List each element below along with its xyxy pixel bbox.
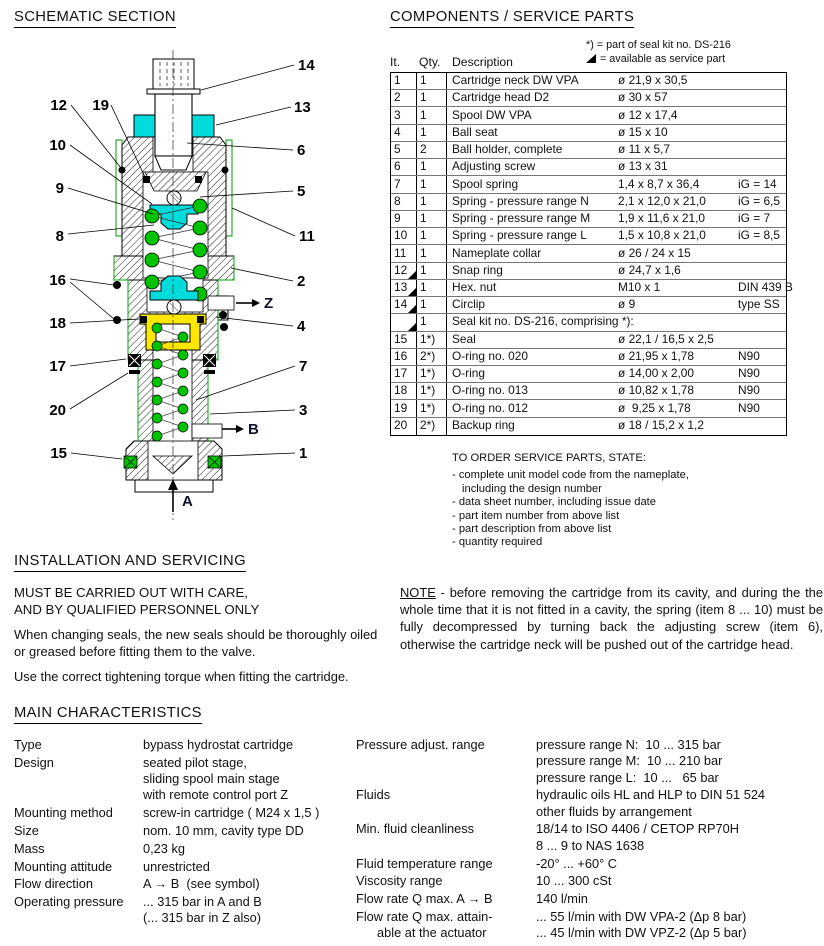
parts-table-row: 13 1 Hex. nut M10 x 1 DIN 439 B: [391, 280, 786, 297]
spec-row: Fluids hydraulic oils HL and HLP to DIN 51 524 other fluids by arrangement: [356, 787, 766, 819]
parts-table: [390, 72, 793, 436]
callout-17: 17: [49, 358, 66, 375]
col-header-it: It.: [390, 55, 401, 69]
callout-8: 8: [55, 228, 64, 245]
spec-row: Mounting attitude unrestricted: [14, 858, 210, 874]
callout-12: 12: [50, 97, 67, 114]
parts-table-row: 17 1*) O-ring ø 14,00 x 2,00 N90: [391, 366, 786, 383]
adjusting-screw: [147, 59, 200, 170]
svg-text:B: B: [248, 421, 259, 438]
parts-table-row: 1 1 Cartridge neck DW VPA ø 21,9 x 30,5: [391, 73, 786, 90]
schematic-section-title: SCHEMATIC SECTION: [14, 9, 176, 28]
order-instructions: [452, 452, 689, 550]
spec-row: Pressure adjust. range pressure range N: 10 ... 315 bar pressure range M: 10 ... 210 bar pressure range L: 10 ... 65 bar: [356, 737, 723, 785]
circlip: [147, 89, 200, 94]
parts-table-row: 10 1 Spring - pressure range L 1,5 x 10,8 x 21,0 iG = 8,5: [391, 228, 786, 245]
callout-9: 9: [55, 180, 64, 197]
callout-4: 4: [297, 318, 306, 335]
spec-row: Min. fluid cleanliness 18/14 to ISO 4406 / CETOP RP70H 8 ... 9 to NAS 1638: [356, 821, 739, 853]
col-header-description: Description: [452, 55, 513, 69]
callout-11: 11: [299, 228, 315, 245]
note-paragraph: [400, 584, 823, 653]
installation-warning: MUST BE CARRIED OUT WITH CARE, AND BY QUALIFIED PERSONNEL ONLY: [14, 585, 260, 617]
parts-table-row: 8 1 Spring - pressure range N 2,1 x 12,0 x 21,0 iG = 6,5: [391, 194, 786, 211]
characteristics-left-column: [14, 737, 354, 928]
service-part-triangle-icon: [408, 305, 416, 313]
legend-seal-kit: *) = part of seal kit no. DS-216: [586, 39, 731, 51]
spec-row: Fluid temperature range -20° ... +60° C: [356, 855, 618, 871]
parts-table-row: 9 1 Spring - pressure range M 1,9 x 11,6 x 21,0 iG = 7: [391, 211, 786, 228]
parts-table-row: 7 1 Spool spring 1,4 x 8,7 x 36,4 iG = 14: [391, 176, 786, 193]
callout-15: 15: [50, 445, 67, 462]
parts-table-row: 3 1 Spool DW VPA ø 12 x 17,4: [391, 107, 786, 124]
parts-table-row: 12 1 Snap ring ø 24,7 x 1,6: [391, 263, 786, 280]
callout-1: 1: [299, 445, 308, 462]
installation-paragraphs: When changing seals, the new seals should be thoroughly oiled or greased before fitting them to the valve. Use the correct tightening torque when fitting the cartridge.: [14, 627, 378, 685]
legend-service-part: = available as service part: [586, 52, 731, 66]
parts-table-row: 11 1 Nameplate collar ø 26 / 24 x 15: [391, 245, 786, 262]
callout-18: 18: [49, 315, 66, 332]
parts-table-row: 6 1 Adjusting screw ø 13 x 31: [391, 159, 786, 176]
spec-row: Mass 0,23 kg: [14, 840, 185, 856]
characteristics-title: MAIN CHARACTERISTICS: [14, 705, 202, 724]
spec-row: Flow rate Q max. A → B 140 l/min: [356, 891, 588, 907]
order-title: TO ORDER SERVICE PARTS, STATE:: [452, 452, 646, 464]
parts-table-row: 5 2 Ball holder, complete ø 11 x 5,7: [391, 142, 786, 159]
service-part-triangle-icon: [408, 288, 416, 296]
parts-table-row: 16 2*) O-ring no. 020 ø 21,95 x 1,78 N90: [391, 349, 786, 366]
parts-table-row: 14 1 Circlip ø 9 type SS: [391, 297, 786, 314]
service-part-triangle-icon: [408, 323, 416, 331]
callout-5: 5: [297, 183, 306, 200]
parts-table-row: 1 Seal kit no. DS-216, comprising *):: [391, 314, 786, 331]
valve-cross-section-drawing: [10, 28, 360, 548]
order-item: - complete unit model code from the nameplate, including the design number: [452, 469, 689, 495]
spec-row: Mounting method screw-in cartridge ( M24 x 1,5 ): [14, 805, 320, 821]
spec-row: Size nom. 10 mm, cavity type DD: [14, 822, 304, 838]
callout-19: 19: [92, 97, 109, 114]
callout-3: 3: [299, 402, 308, 419]
callout-2: 2: [297, 273, 306, 290]
callout-10: 10: [49, 137, 66, 154]
col-header-qty: Qty.: [419, 55, 441, 69]
characteristics-right-column: [356, 737, 822, 943]
port-b-arrow: [222, 421, 259, 438]
callout-20: 20: [49, 402, 66, 419]
parts-table-row: 15 1*) Seal ø 22,1 / 16,5 x 2,5: [391, 332, 786, 349]
note-label: NOTE: [400, 585, 436, 600]
spec-row: Viscosity range 10 ... 300 cSt: [356, 873, 612, 889]
callout-7: 7: [299, 358, 308, 375]
parts-table-row: 2 1 Cartridge head D2 ø 30 x 57: [391, 90, 786, 107]
callout-13: 13: [294, 99, 311, 116]
order-item: - quantity required: [452, 536, 543, 549]
spec-row: Operating pressure ... 315 bar in A and B (... 315 bar in Z also): [14, 894, 262, 926]
callout-14: 14: [298, 57, 315, 74]
spec-row: Type bypass hydrostat cartridge: [14, 737, 294, 752]
service-part-triangle-icon: [408, 271, 416, 279]
components-section-title: COMPONENTS / SERVICE PARTS: [390, 9, 634, 28]
note-text: - before removing the cartridge from its cavity, and during the the whole time that it is not fitted in a cavity, the spring (item 8 ... 10) must be fully decompressed by turning back the adjusting screw (item 6), otherwise the cartridge neck will be pushed out of the cartridge head.: [400, 585, 823, 652]
callout-16: 16: [49, 272, 66, 289]
svg-text:A: A: [182, 493, 193, 510]
parts-table-row: 19 1*) O-ring no. 012 ø 9,25 x 1,78 N90: [391, 400, 786, 417]
order-item: - part item number from above list: [452, 509, 620, 522]
parts-table-row: 18 1*) O-ring no. 013 ø 10,82 x 1,78 N90: [391, 383, 786, 400]
spec-row: Flow direction A → B (see symbol): [14, 876, 260, 892]
port-z-arrow: [236, 295, 273, 312]
order-list: [452, 469, 689, 549]
installation-title: INSTALLATION AND SERVICING: [14, 553, 246, 572]
callout-6: 6: [297, 142, 306, 159]
svg-text:Z: Z: [264, 295, 274, 312]
parts-table-row: 4 1 Ball seat ø 15 x 10: [391, 125, 786, 142]
parts-table-header: [390, 55, 787, 69]
spec-row: Design seated pilot stage, sliding spool main stage with remote control port Z: [14, 754, 289, 803]
installation-section: [14, 552, 388, 686]
order-item: - data sheet number, including issue date: [452, 496, 656, 509]
order-item: - part description from above list: [452, 523, 612, 536]
spec-row: Flow rate Q max. attain- able at the actuator ... 55 l/min with DW VPA-2 (Δp 8 bar) ... 45 l/min with DW VPZ-2 (Δp 5 bar): [356, 908, 747, 941]
parts-table-row: 20 2*) Backup ring ø 18 / 15,2 x 1,2: [391, 418, 786, 435]
